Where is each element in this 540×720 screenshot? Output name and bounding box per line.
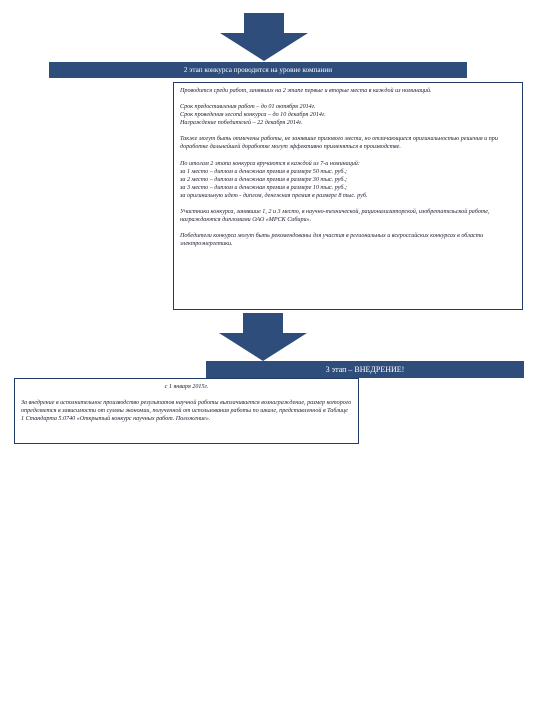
stage2-prize-item: за оригинальную идею - диплом, денежная премия в размере 8 тыс. руб.	[180, 192, 368, 199]
stage3-text: За внедрение в исполнительное производство результатов научной работы выплачивается вознаграждение, размер которого определяется в зависимости от суммы экономии, полученной от использования работы по шкале, представленной в Таблице 1 Стандарта 5.0740 «Открытый конкурс научных работ. Положение».	[21, 400, 352, 423]
stage2-deadline: Срок проведения second конкурса – до 10 декабря 2014г.	[180, 112, 326, 119]
stage2-participants: Участники конкурса, занявшие 1, 2 и 3 место, в научно-технической, рационализаторской, изобретательской работе, награждаются дипломами ОАО «МРСК Сибири».	[180, 209, 490, 224]
stage3-content-box	[14, 378, 359, 444]
stage2-winners-note: Победители конкурса могут быть рекомендованы для участия в региональных и всероссийских конкурсах в области электроэнергетики.	[180, 233, 484, 248]
stage2-intro: Проводится среди работ, занявших на 2 этапе первые и вторые места в каждой из номинаций.	[180, 88, 432, 94]
stage2-awards-ceremony: Награждение победителей – 22 декабря 2014г.	[180, 120, 303, 127]
stage2-banner-text: 2 этап конкурса проводится на уровне компании	[183, 66, 333, 74]
stage2-prize-item: за 3 место – диплом и денежная премия в размере 10 тыс. руб.;	[180, 184, 347, 191]
down-arrow-icon	[219, 313, 307, 361]
stage2-prize-item: за 1 место – диплом и денежная премия в размере 50 тыс. руб.;	[180, 168, 347, 175]
stage3-banner-text: 3 этап – ВНЕДРЕНИЕ!	[325, 365, 405, 374]
stage3-banner	[206, 361, 524, 378]
stage2-content-box	[173, 82, 523, 310]
down-arrow-icon	[220, 13, 308, 61]
stage3-date: с 1 января 2015г.	[164, 384, 209, 390]
stage2-notable: Также могут быть отмечены работы, не занявшие призового места, но отличающиеся оригинальностью решения и при доработке дальнейшей доработке могут эффективно применяться в производстве.	[180, 136, 498, 151]
stage2-banner	[49, 62, 467, 78]
stage2-prize-item: за 2 место – диплом и денежная премия в размере 30 тыс. руб.;	[180, 176, 347, 183]
stage2-deadline: Срок предоставления работ – до 01 октября 2014г.	[180, 104, 316, 111]
stage2-prizes-intro: По итогам 2 этапа конкурса вручаются в каждой из 7-и номинаций:	[180, 160, 360, 167]
